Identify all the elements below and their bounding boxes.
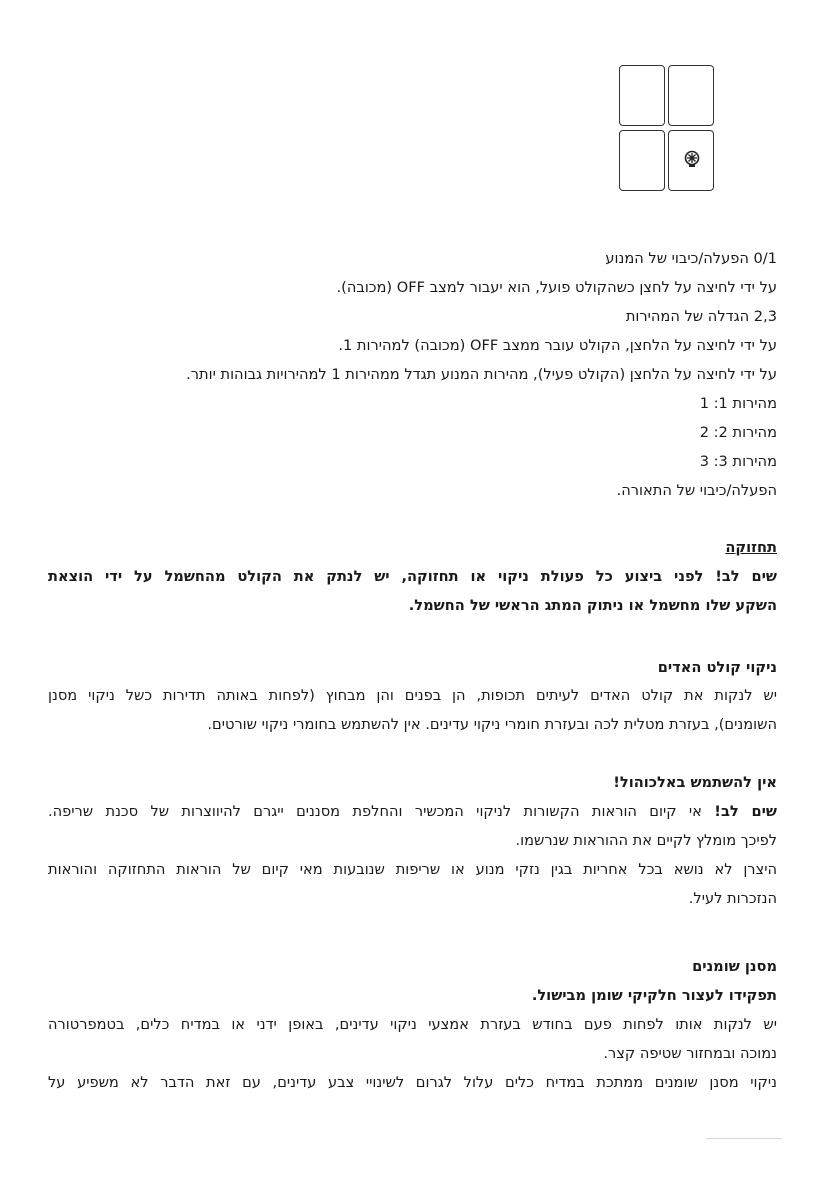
maintenance-title: תחזוקה [725, 539, 777, 556]
document-body [48, 0, 777, 1191]
control-line: על ידי לחיצה על הלחצן (הקולט פעיל), מהירות המנוע תגדל ממהירות 1 למהירויות גבוהות יותר. [186, 366, 777, 383]
alcohol-note-text: אי קיום הוראות הקשורות לניקוי המכשיר והחלפת מסננים ייגרם להיווצרות של סכנת שריפה. [48, 803, 715, 820]
alcohol-text: הנזכרות לעיל. [688, 890, 777, 907]
grease-filter-text: ניקוי מסנן שומנים ממתכת במדיח כלים עלול לגרום לשינויי צבע עדינים, עם זאת הדבר לא משפיע על [48, 1074, 777, 1091]
control-line: 0/1 הפעלה/כיבוי של המנוע [605, 250, 777, 267]
alcohol-warning-title: אין להשתמש באלכוהול! [613, 774, 777, 791]
footer-divider [706, 1138, 782, 1139]
control-line: מהירות 2: 2 [699, 424, 777, 441]
hood-cleaning-text: יש לנקות את קולט האדים לעיתים תכופות, הן בפנים והן מבחוץ (לפחות באותה תדירות כשל ניקוי מסנן [48, 687, 777, 704]
control-line: על ידי לחיצה על הלחצן, הקולט עובר ממצב OFF (מכובה) למהירות 1. [338, 337, 777, 354]
hood-cleaning-title: ניקוי קולט האדים [657, 659, 777, 676]
control-line: 2,3 הגדלה של המהירות [625, 308, 777, 325]
grease-filter-title: מסנן שומנים [692, 958, 777, 975]
control-line: על ידי לחיצה על לחצן כשהקולט פועל, הוא יעבור למצב OFF (מכובה). [336, 279, 777, 296]
alcohol-note [48, 802, 777, 822]
maintenance-warning: שים לב! לפני ביצוע כל פעולת ניקוי או תחזוקה, יש לנתק את הקולט מהחשמל על ידי הוצאת [48, 568, 777, 585]
maintenance-warning: השקע שלו מחשמל או ניתוק המתג הראשי של החשמל. [408, 597, 777, 614]
control-line: מהירות 3: 3 [699, 453, 777, 470]
grease-filter-subtitle: תפקידו לעצור חלקיקי שומן מבישול. [531, 987, 777, 1004]
control-line: הפעלה/כיבוי של התאורה. [616, 482, 777, 499]
alcohol-text: היצרן לא נושא בכל אחריות בגין נזקי מנוע או שריפות שנובעות מאי קיום של הוראות התחזוקה והוראות [48, 861, 777, 878]
grease-filter-text: יש לנקות אותו לפחות פעם בחודש בעזרת אמצעי ניקוי עדינים, באופן ידני או במדיח כלים, בטמפרטורה [48, 1016, 777, 1033]
alcohol-text: לפיכך מומלץ לקיים את ההוראות שנרשמו. [515, 832, 777, 849]
hood-cleaning-text: השומנים), בעזרת מטלית לכה ובעזרת חומרי ניקוי עדינים. אין להשתמש בחומרי ניקוי שורטים. [207, 716, 777, 733]
alcohol-note-label: שים לב! [714, 803, 777, 820]
grease-filter-text: נמוכה ובמחזור שטיפה קצר. [603, 1045, 777, 1062]
control-line: מהירות 1: 1 [699, 395, 777, 412]
